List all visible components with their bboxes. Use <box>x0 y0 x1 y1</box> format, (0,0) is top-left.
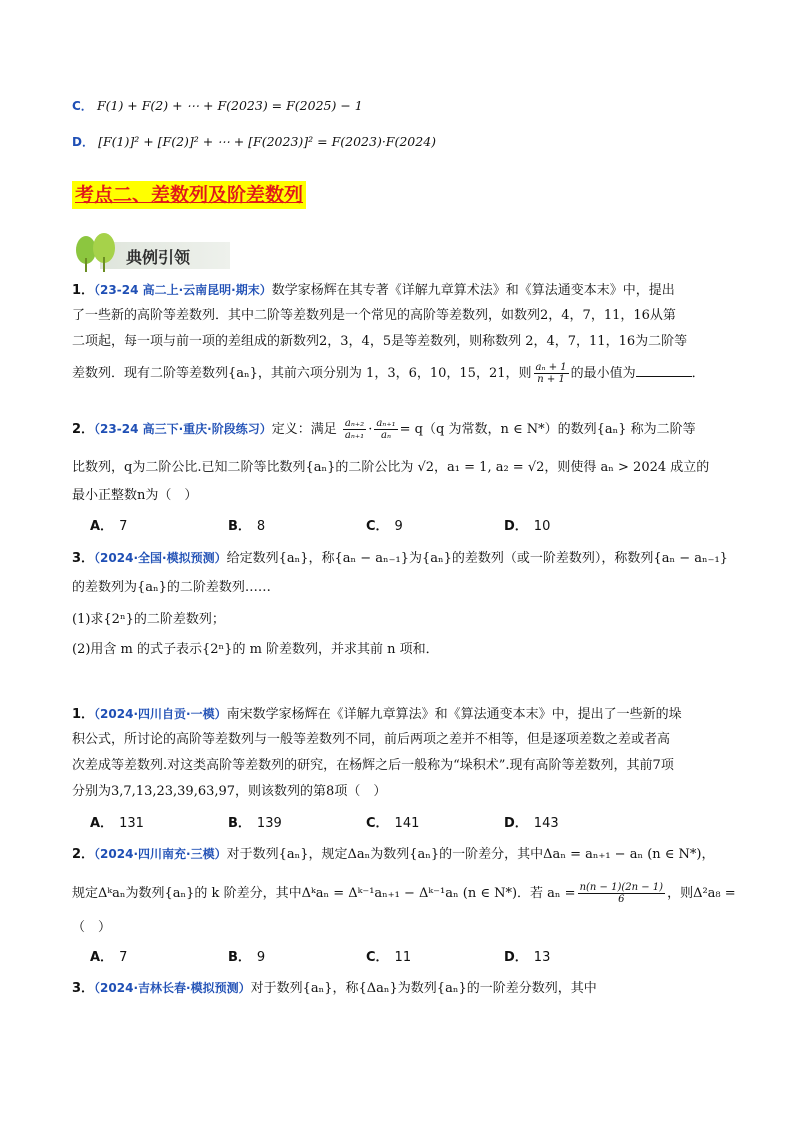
q2-source: （23-24 高三下·重庆·阶段练习） <box>94 422 272 436</box>
q1-line4: 差数列．现有二阶等差数列{aₙ}，其前六项分别为 1，3，6，10，15，21，则 $\frac{\text{aₙ + 1}}{n + 1}$ 的最小值为 ． <box>72 362 705 385</box>
p2-source: （2024·四川南充·三模） <box>94 847 227 861</box>
p1-line2: 积公式，所讨论的高阶等差数列与一般等差数列不同，前后两项之差并不相等，但是逐项差数之差或者高 <box>72 732 671 747</box>
q3-source: （2024·全国·模拟预测） <box>94 551 227 565</box>
p1-source: （2024·四川自贡·一模） <box>94 707 227 721</box>
q2-fraction-2: $\frac{\text{aₙ₊₁}}{\text{aₙ}}$ <box>376 418 396 441</box>
p1-choices <box>90 812 642 831</box>
q2-line1: 2．（23-24 高三下·重庆·阶段练习）定义：满足 $\frac{\text{aₙ₊₂}}{\text{aₙ₊₁}}$ · $\frac{\text{aₙ₊₁}}{\text{aₙ}}$ = q（q 为常数，n ∈ N*）的数列{aₙ} 称为二阶等 <box>72 418 696 441</box>
p2-choice-d[interactable]: D． 13 <box>504 950 551 965</box>
q2-choice-d[interactable]: D． 10 <box>504 519 551 534</box>
option-c <box>72 96 363 117</box>
option-d-label: D． <box>72 135 94 149</box>
q2-line3: 最小正整数n为（ ） <box>72 488 198 503</box>
option-c-formula: F(1) + F(2) + ⋯ + F(2023) = F(2025) − 1 <box>96 98 363 113</box>
q2-choice-a[interactable]: A． 7 <box>90 519 128 534</box>
p1-choice-a[interactable]: A． 131 <box>90 816 144 831</box>
p3-number: 3． <box>72 981 95 996</box>
p2-line2: 规定Δᵏaₙ为数列{aₙ}的 k 阶差分，其中Δᵏaₙ = Δᵏ⁻¹aₙ₊₁ − Δᵏ⁻¹aₙ (n ∈ N*)．若 aₙ = $\frac{n(n - 1)(2n - 1)}{6}$ ，则Δ²a₈ = <box>72 882 736 905</box>
q2-choice-c[interactable]: C． 9 <box>366 519 403 534</box>
p1-line4: 分别为3,7,13,23,39,63,97，则该数列的第8项（ ） <box>72 784 387 799</box>
q1-line1: 1．（23-24 高二上·云南昆明·期末）数学家杨辉在其专著《详解九章算术法》和《算法通变本末》中，提出 <box>72 283 675 298</box>
p3-line1: 3．（2024·吉林长春·模拟预测）对于数列{aₙ}，称{Δaₙ}为数列{aₙ}的一阶差分数列，其中 <box>72 981 597 996</box>
example-banner <box>72 232 232 272</box>
p2-number: 2． <box>72 847 95 862</box>
p1-choice-d[interactable]: D． 143 <box>504 816 559 831</box>
q3-sub2: (2)用含 m 的式子表示{2ⁿ}的 m 阶差数列，并求其前 n 项和． <box>72 642 439 657</box>
q1-line2: 了一些新的高阶等差数列．其中二阶等差数列是一个常见的高阶等差数列，如数列2，4，7，11，16从第 <box>72 308 676 323</box>
q3-sub1: (1)求{2ⁿ}的二阶差数列； <box>72 612 225 627</box>
p2-line3: （ ） <box>72 920 112 935</box>
p1-choice-b[interactable]: B． 139 <box>228 816 282 831</box>
q1-line3: 二项起，每一项与前一项的差组成的新数列2，3，4，5是等差数列，则称数列 2，4，7，11，16为二阶等 <box>72 334 688 349</box>
p2-choice-a[interactable]: A． 7 <box>90 950 128 965</box>
q2-line2: 比数列，q为二阶公比.已知二阶等比数列{aₙ}的二阶公比为 √2，a₁ = 1, a₂ = √2，则使得 aₙ > 2024 成立的 <box>72 460 710 475</box>
q3-number: 3． <box>72 551 95 566</box>
p2-choice-b[interactable]: B． 9 <box>228 950 266 965</box>
q2-fraction-1: $\frac{\text{aₙ₊₂}}{\text{aₙ₊₁}}$ <box>344 418 365 441</box>
p1-choice-c[interactable]: C． 141 <box>366 816 420 831</box>
p2-line1: 2．（2024·四川南充·三模）对于数列{aₙ}，规定Δaₙ为数列{aₙ}的一阶差分，其中Δaₙ = aₙ₊₁ − aₙ (n ∈ N*)， <box>72 847 715 862</box>
q3-line2: 的差数列为{aₙ}的二阶差数列…… <box>72 580 271 595</box>
q2-number: 2． <box>72 422 95 437</box>
q3-line1: 3．（2024·全国·模拟预测）给定数列{aₙ}，称{aₙ − aₙ₋₁}为{aₙ}的差数列（或一阶差数列），称数列{aₙ − aₙ₋₁} <box>72 551 728 566</box>
p2-fraction: $\frac{n(n - 1)(2n - 1)}{6}$ <box>579 882 664 905</box>
p1-number: 1． <box>72 707 95 722</box>
option-d <box>72 132 436 153</box>
q1-fraction: $\frac{\text{aₙ + 1}}{n + 1}$ <box>535 362 567 385</box>
q2-choice-b[interactable]: B． 8 <box>228 519 266 534</box>
p2-choice-c[interactable]: C． 11 <box>366 950 412 965</box>
option-c-label: C． <box>72 99 93 113</box>
p1-line1: 1．（2024·四川自贡·一模）南宋数学家杨辉在《详解九章算法》和《算法通变本末》中，提出了一些新的垛 <box>72 707 682 722</box>
banner-title: 典例引领 <box>126 248 191 267</box>
p3-source: （2024·吉林长春·模拟预测） <box>94 981 251 995</box>
q1-number: 1． <box>72 283 95 298</box>
q2-choices <box>90 515 642 534</box>
p1-line3: 次差成等差数列.对这类高阶等差数列的研究，在杨辉之后一般称为“垛积术”.现有高阶等差数列，其前7项 <box>72 758 674 773</box>
p2-choices <box>90 946 642 965</box>
q1-answer-blank <box>636 364 692 377</box>
tree-icon <box>72 232 122 274</box>
q1-source: （23-24 高二上·云南昆明·期末） <box>94 283 272 297</box>
section-heading: 考点二、差数列及阶差数列 <box>72 181 306 209</box>
option-d-formula: [F(1)]² + [F(2)]² + ⋯ + [F(2023)]² = F(2023)·F(2024) <box>98 134 437 149</box>
